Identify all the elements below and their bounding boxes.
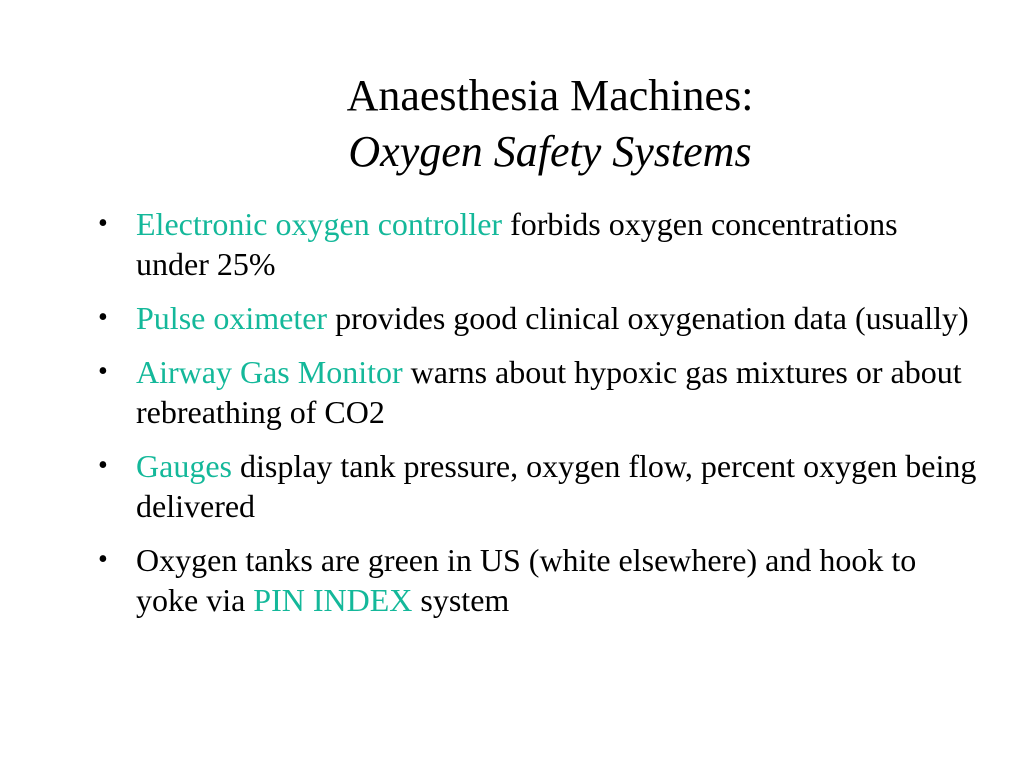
bullet-marker: • [98,450,108,481]
highlight-term: Electronic oxygen controller [136,206,503,242]
bullet-item [98,540,978,620]
bullet-list [98,204,978,634]
bullet-marker: • [98,302,108,333]
slide-title [150,68,950,180]
bullet-marker: • [98,356,108,387]
title-line-subtitle: Oxygen Safety Systems [348,127,752,176]
highlight-term: PIN INDEX [253,582,413,618]
bullet-text: forbids oxygen concentrations under 25% [136,206,898,282]
bullet-marker: • [98,208,108,239]
bullet-item [98,204,978,284]
bullet-item [98,298,978,338]
highlight-term: Airway Gas Monitor [136,354,403,390]
bullet-text-suffix: system [412,582,510,618]
highlight-term: Pulse oximeter [136,300,328,336]
bullet-text: display tank pressure, oxygen flow, percent oxygen being delivered [136,448,977,524]
bullet-text: warns about hypoxic gas mixtures or about rebreathing of CO2 [136,354,962,430]
highlight-term: Gauges [136,448,232,484]
bullet-item [98,352,978,432]
title-line-main: Anaesthesia Machines: [346,71,754,120]
bullet-text: provides good clinical oxygenation data (usually) [327,300,969,336]
bullet-marker: • [98,544,108,575]
bullet-item [98,446,978,526]
bullet-text: Oxygen tanks are green in US (white elsewhere) and hook to yoke via [136,542,917,618]
